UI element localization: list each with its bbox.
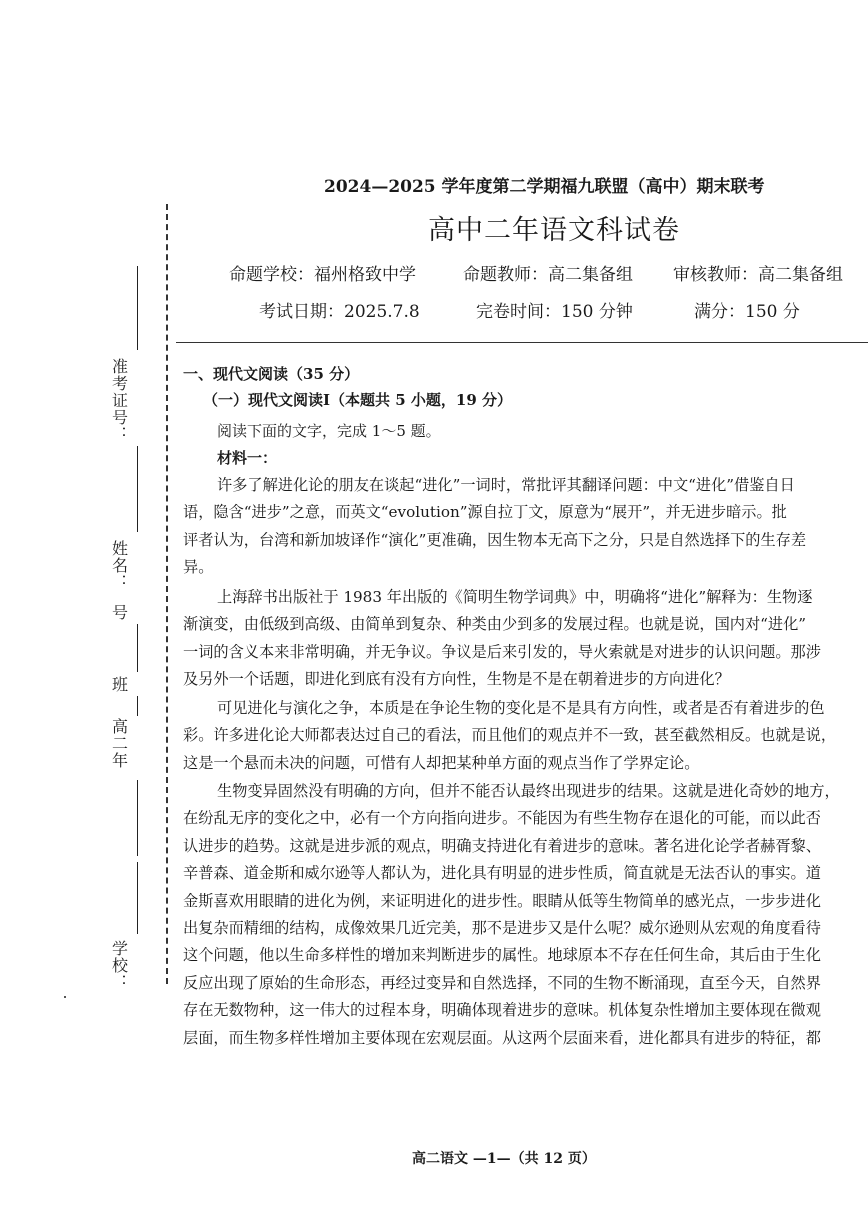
text-line: 许多了解进化论的朋友在谈起“进化”一词时，常批评其翻译问题：中文“进化”借鉴自日 <box>217 476 795 494</box>
text-line: 出复杂而精细的结构，成像效果几近完美，那不是进步又是什么呢？威尔逊则从宏观的角度看待 <box>183 918 821 937</box>
reading-instruction: 阅读下面的文字，完成 1～5 题。 <box>217 422 441 440</box>
number-label: 号 <box>109 604 129 621</box>
text-line: 层面，而生物多样性增加主要体现在宏观层面。从这两个层面来看，进化都具有进步的特征，都 <box>183 1028 821 1047</box>
header-divider <box>176 342 868 343</box>
full-score: 满分：150 分 <box>694 302 800 322</box>
text-line: 这是一个悬而未决的问题，可惜有人却把某种单方面的观点当作了学界定论。 <box>183 753 700 772</box>
paragraph-4 <box>183 778 868 1052</box>
text-line: 上海辞书出版社于 1983 年出版的《简明生物学词典》中，明确将“进化”解释为：生物逐 <box>217 588 813 606</box>
text-line: 异。 <box>183 558 214 577</box>
text-line: 渐演变，由低级到高级、由简单到复杂、种类由少到多的发展过程。也就是说，国内对“进化” <box>183 615 807 634</box>
text-line: 生物变异固然没有明确的方向，但并不能否认最终出现进步的结果。这就是进化奇妙的地方， <box>217 782 840 800</box>
paragraph-1 <box>183 472 868 582</box>
text-line: 在纷乱无序的变化之中，必有一个方向指向进步。不能因为有些生物存在退化的可能，而以此否 <box>183 809 821 828</box>
page-title: 高中二年语文科试卷 <box>428 215 680 246</box>
text-line: 这个问题，他以生命多样性的增加来判断进步的属性。地球原本不存在任何生命，其后由于生化 <box>183 946 821 965</box>
text-line: 彩。许多进化论大师都表达过自己的看法，而且他们的观点并不一致，甚至截然相反。也就是说， <box>183 726 837 745</box>
text-line: 语，隐含“进步”之意，而英文“evolution”源自拉丁文，原意为“展开”，并无进步暗示。批 <box>183 503 787 522</box>
binding-cut-line <box>166 204 168 984</box>
school-blank <box>137 862 138 934</box>
exam-duration: 完卷时间：150 分钟 <box>476 302 633 322</box>
section-heading: 一、现代文阅读（35 分） <box>183 365 360 383</box>
paragraph-3 <box>183 695 868 777</box>
scan-speck <box>64 996 66 998</box>
class-label: 班 <box>109 676 129 693</box>
text-line: 反应出现了原始的生命形态，再经过变异和自然选择，不同的生物不断涌现，直至今天，自然界 <box>183 973 821 992</box>
ticket-number-blank <box>137 266 138 350</box>
setter-school: 命题学校：福州格致中学 <box>229 265 416 285</box>
text-line: 辛普森、道金斯和威尔逊等人都认为，进化具有明显的进步性质，简直就是无法否认的事实。道 <box>183 864 821 883</box>
school-label: 学校： <box>109 940 129 991</box>
material-label: 材料一： <box>217 449 278 467</box>
text-line: 及另外一个话题，即进化到底有没有方向性，生物是不是在朝着进步的方向进化？ <box>183 670 730 689</box>
text-line: 存在无数物种，这一伟大的过程本身，明确体现着进步的意味。机体复杂性增加主要体现在微观 <box>183 1001 821 1020</box>
class-blank <box>137 696 138 716</box>
subsection-heading: （一）现代文阅读Ⅰ（本题共 5 小题，19 分） <box>203 391 512 409</box>
text-line: 一词的含义本来非常明确，并无争议。争议是后来引发的，导火索就是对进步的认识问题。那涉 <box>183 642 821 661</box>
name-blank <box>137 446 138 532</box>
name-label: 姓名： <box>109 540 129 591</box>
number-blank <box>137 624 138 672</box>
grade-label: 高二年 <box>109 718 129 769</box>
text-line: 认进步的趋势。这就是进步派的观点，明确支持进化有着进步的意味。著名进化论学者赫胥黎、 <box>183 836 821 855</box>
text-line: 可见进化与演化之争，本质是在争论生物的变化是不是具有方向性，或者是否有着进步的色 <box>217 699 825 717</box>
text-line: 评者认为，台湾和新加坡译作“演化”更准确，因生物本无高下之分，只是自然选择下的生存差 <box>183 530 807 549</box>
setter-teacher: 命题教师：高二集备组 <box>463 265 633 285</box>
reviewer-teacher: 审核教师：高二集备组 <box>673 265 843 285</box>
paragraph-2 <box>183 584 868 694</box>
page-footer: 高二语文 —1—（共 12 页） <box>412 1151 596 1167</box>
ticket-number-label: 准考证号： <box>109 358 129 443</box>
text-line: 金斯喜欢用眼睛的进化为例，来证明进化的进步性。眼睛从低等生物简单的感光点，一步步进化 <box>183 891 821 910</box>
grade-blank <box>137 780 138 856</box>
exam-name: 2024—2025 学年度第二学期福九联盟（高中）期末联考 <box>324 177 765 197</box>
exam-date: 考试日期：2025.7.8 <box>259 302 420 322</box>
